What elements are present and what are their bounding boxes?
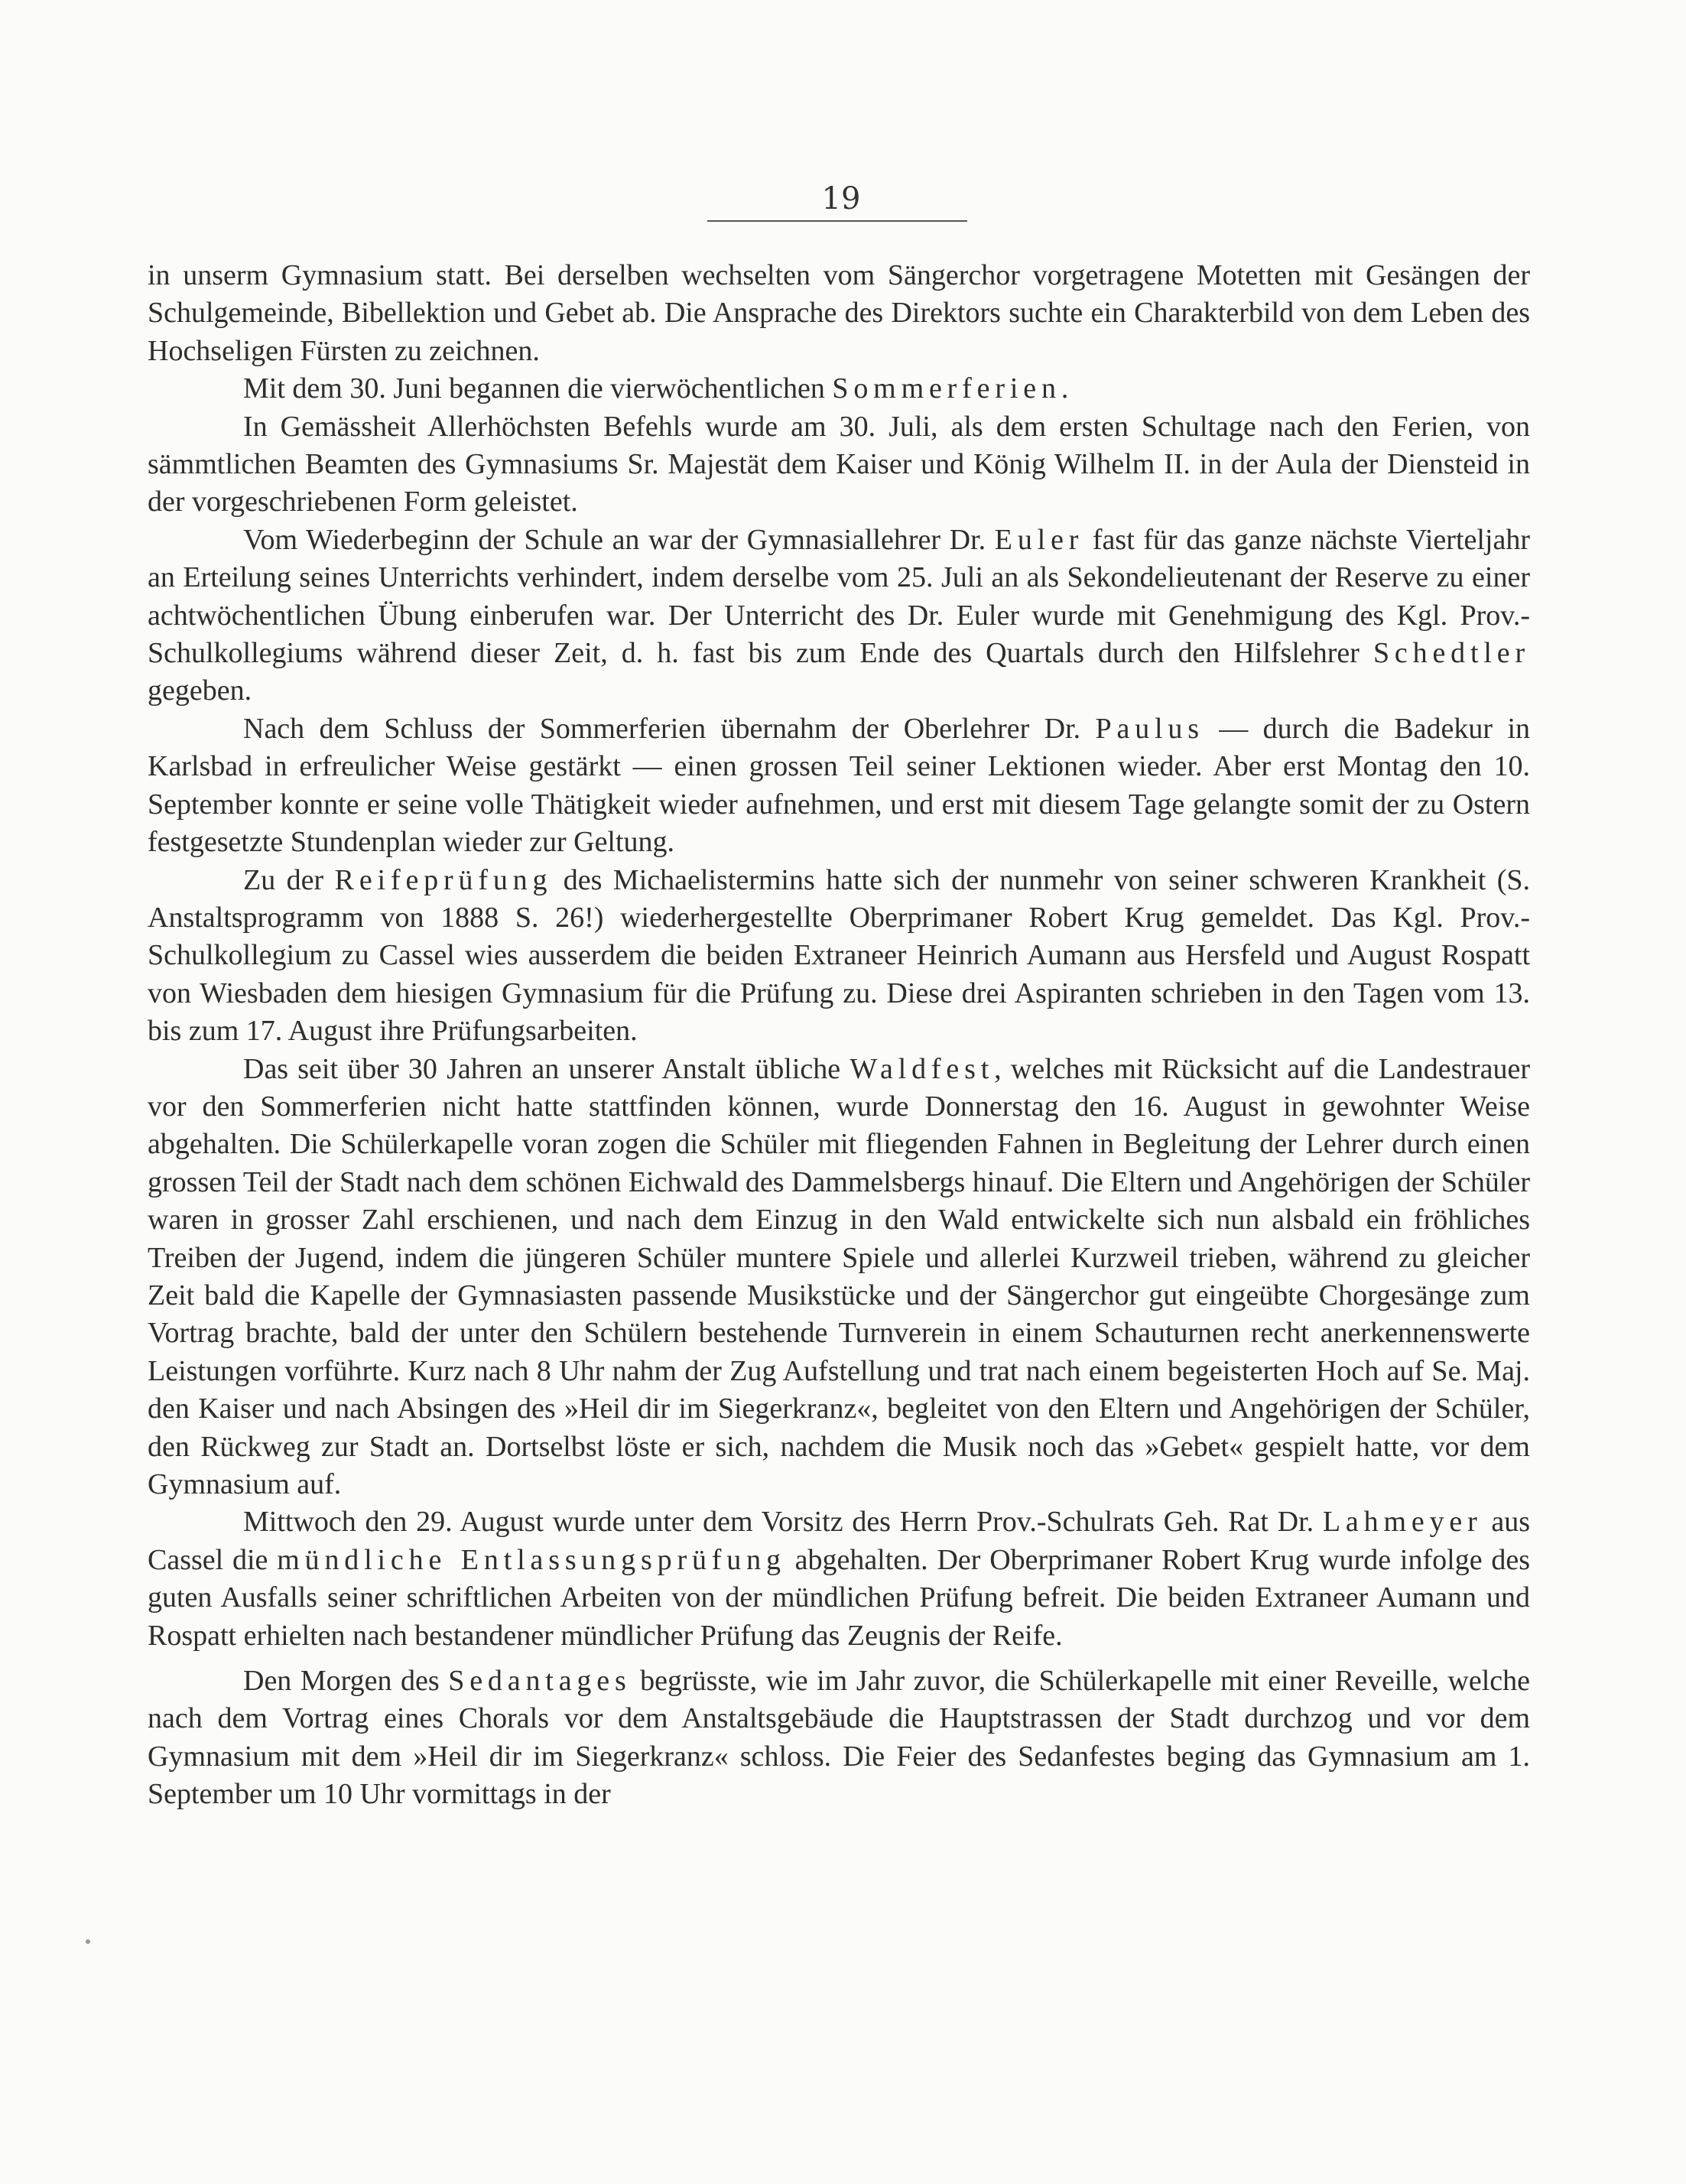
text-run: begrüsste, wie im Jahr zuvor, die Schülerkapelle mit einer Reveille, welche nach dem Vortrag eines Chorals vor dem Anstaltsgebäude die Hauptstrassen der Stadt durchzog und vor dem Gymnasium mit dem »Heil dir im Siegerkranz« schloss. Die Feier des Sedanfestes beging das Gymnasium am 1. September um 10 Uhr vormittags in der: [148, 1665, 1530, 1811]
text-run: Mit dem 30. Juni begannen die vierwöchentlichen: [243, 372, 833, 405]
body-text: [148, 257, 1530, 1814]
text-run: — durch die Badekur in Karlsbad in erfreulicher Weise gestärkt — einen grossen Teil seiner Lektionen wieder. Aber erst Montag den 10. September konnte er seine volle Thätigkeit wieder aufnehmen, und erst mit diesem Tage gelangte somit der zu Ostern festgesetzte Stundenplan wieder zur Geltung.: [148, 712, 1531, 859]
emphasized-text: Euler: [994, 523, 1084, 556]
text-run: des Michaelistermins hatte sich der nunmehr von seiner schweren Krankheit (S. Anstaltsprogramm von 1888 S. 26!) wiederhergestellte Oberprimaner Robert Krug gemeldet. Das Kgl. Prov.-Schulkollegium zu Cassel wies ausserdem die beiden Extraneer Heinrich Aumann aus Hersfeld und August Rospatt von Wiesbaden dem hiesigen Gymnasium für die Prüfung zu. Diese drei Aspiranten schrieben in den Tagen vom 13. bis zum 17. August ihre Prüfungsarbeiten.: [148, 863, 1530, 1048]
paragraph: [148, 1662, 1530, 1814]
paragraph: [148, 1503, 1530, 1655]
text-run: aus Cassel die: [148, 1506, 1530, 1576]
text-run: .: [1061, 372, 1069, 405]
header-rule: [707, 220, 967, 222]
text-run: in unserm Gymnasium statt. Bei derselben wechselten vom Sängerchor vorgetragene Motetten mit Gesängen der Schulgemeinde, Bibellektion und Gebet ab. Die Ansprache des Direktors suchte ein Charakterbild von dem Leben des Hochseligen Fürsten zu zeichnen.: [148, 259, 1530, 367]
emphasized-text: Paulus: [1095, 712, 1204, 745]
text-run: gegeben.: [148, 674, 252, 707]
text-run: Den Morgen des: [243, 1665, 449, 1698]
emphasized-text: Reifeprüfung: [334, 863, 553, 896]
emphasized-text: Lahmeyer: [1322, 1506, 1483, 1539]
paragraph: [148, 522, 1530, 710]
paragraph: [148, 862, 1530, 1051]
paragraph: [148, 257, 1530, 370]
paragraph: [148, 710, 1530, 862]
paragraph: [148, 1051, 1530, 1504]
text-run: Das seit über 30 Jahren an unserer Anstalt übliche: [243, 1052, 850, 1085]
emphasized-text: Sommerferien: [832, 372, 1061, 405]
text-run: fast für das ganze nächste Vierteljahr an Erteilung seines Unterrichts verhindert, indem derselbe vom 25. Juli an als Sekondelieutenant der Reserve zu einer achtwöchentlichen Übung einberufen war. Der Unterricht des Dr. Euler wurde mit Genehmigung des Kgl. Prov.-Schulkollegiums während dieser Zeit, d. h. fast bis zum Ende des Quartals durch den Hilfslehrer: [148, 523, 1531, 670]
emphasized-text: Sedantages: [448, 1665, 632, 1698]
text-run: Vom Wiederbeginn der Schule an war der Gymnasiallehrer Dr.: [243, 523, 995, 556]
text-run: , welches mit Rücksicht auf die Landestrauer vor den Sommerferien nicht hatte stattfinden können, wurde Donnerstag den 16. August in gewohnter Weise abgehalten. Die Schülerkapelle voran zogen die Schüler mit fliegenden Fahnen in Begleitung der Lehrer durch einen grossen Teil der Stadt nach dem schönen Eichwald des Dammelsbergs hinauf. Die Eltern und Angehörigen der Schüler waren in grosser Zahl erschienen, und nach dem Einzug in den Wald entwickelte sich nun alsbald ein fröhliches Treiben der Jugend, indem die jüngeren Schüler muntere Spiele und allerlei Kurzweil trieben, während zu gleicher Zeit bald die Kapelle der Gymnasiasten passende Musikstücke und der Sängerchor gut eingeübte Chorgesänge zum Vortrag brachte, bald der unter den Schülern bestehende Turnverein in einem Schauturnen recht anerkennenswerte Leistungen vorführte. Kurz nach 8 Uhr nahm der Zug Aufstellung und trat nach einem begeisterten Hoch auf Se. Maj. den Kaiser und nach Absingen des »Heil dir im Siegerkranz«, begleitet von den Eltern und Angehörigen der Schüler, den Rückweg zur Stadt an. Dortselbst löste er sich, nachdem die Musik noch das »Gebet« gespielt hatte, vor dem Gymnasium auf.: [148, 1052, 1530, 1500]
text-run: abgehalten. Der Oberprimaner Robert Krug wurde infolge des guten Ausfalls seiner schriftlichen Arbeiten von der mündlichen Prüfung befreit. Die beiden Extraneer Aumann und Rospatt erhielten nach bestandener mündlicher Prüfung das Zeugnis der Reife.: [148, 1543, 1531, 1652]
emphasized-text: Schedtler: [1373, 637, 1530, 670]
text-run: Nach dem Schluss der Sommerferien übernahm der Oberlehrer Dr.: [243, 712, 1096, 745]
paragraph: [148, 370, 1530, 408]
emphasized-text: mündliche Entlassungsprüfung: [277, 1543, 786, 1576]
paragraph: [148, 408, 1530, 522]
page-number: 19: [821, 181, 861, 216]
text-run: In Gemässheit Allerhöchsten Befehls wurde am 30. Juli, als dem ersten Schultage nach den Ferien, von sämmtlichen Beamten des Gymnasiums Sr. Majestät dem Kaiser und König Wilhelm II. in der Aula der Diensteid in der vorgeschriebenen Form geleistet.: [148, 410, 1530, 518]
text-run: Zu der: [243, 863, 335, 896]
text-run: Mittwoch den 29. August wurde unter dem Vorsitz des Herrn Prov.-Schulrats Geh. Rat Dr.: [243, 1506, 1323, 1539]
emphasized-text: Waldfest: [849, 1052, 995, 1085]
margin-dot: [86, 1939, 90, 1944]
